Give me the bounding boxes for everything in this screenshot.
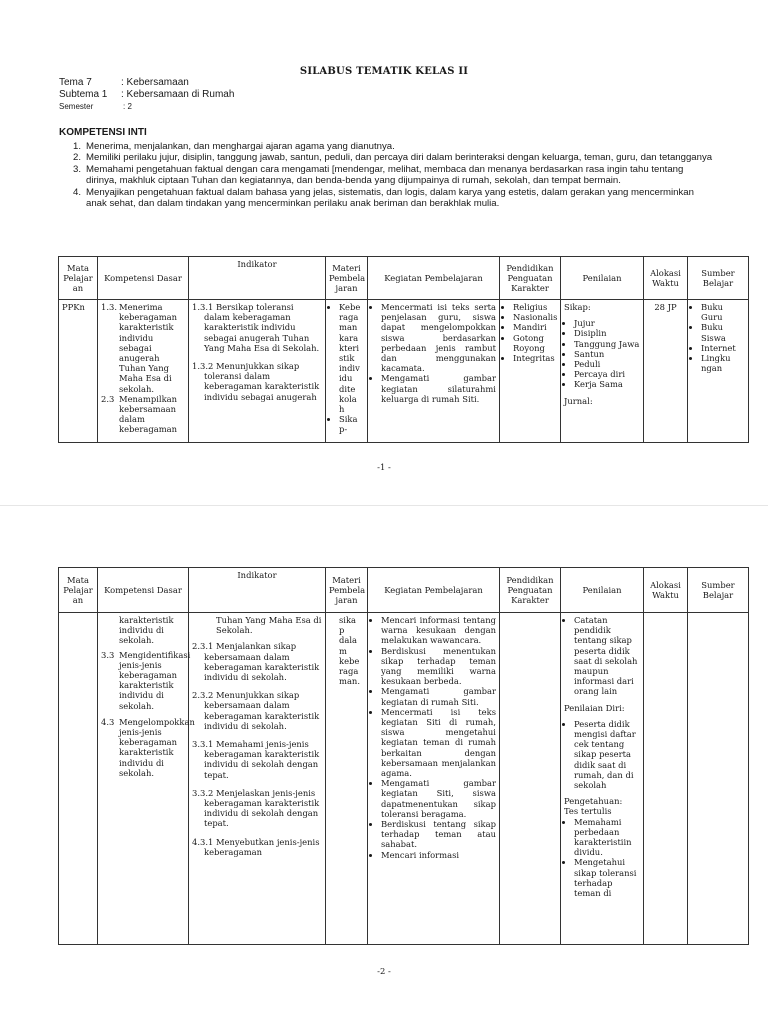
kd-text: Menerima keberagaman karakteristik individu sebagai anugerah Tuhan Yang Maha Esa di sekolah. xyxy=(119,302,178,394)
col-header-kd: Kompetensi Dasar xyxy=(98,257,189,300)
indikator-item: 2.3.1 Menjalankan sikap kebersamaan dalam keberagaman karakteristik individu di sekolah. xyxy=(192,641,320,683)
list-item: • Peserta didik mengisi daftar cek tentang sikap peserta didik saat di rumah, dan di sekolah xyxy=(574,719,640,790)
list-item: • Mengetahui sikap toleransi terhadap teman di xyxy=(574,857,640,898)
col-header-materi: Materi Pembela jaran xyxy=(326,568,368,613)
penilaian-list xyxy=(564,615,640,697)
kd-item xyxy=(101,302,185,394)
kd-item xyxy=(101,716,195,778)
ki-text: Menerima, menjalankan, dan menghargai ajaran agama yang dianutnya. xyxy=(86,141,395,152)
col-header-penilaian: Penilaian xyxy=(561,257,644,300)
list-item: • Kerja Sama xyxy=(574,379,640,389)
ki-item xyxy=(73,164,713,187)
cell-alokasi xyxy=(644,300,688,443)
kd-item xyxy=(101,649,191,711)
list-item: • Mengamati gambar kegiatan Siti, siswa dapatmenentukan sikap toleransi beragama. xyxy=(381,778,496,819)
page-number: -1 - xyxy=(377,462,391,472)
meta-value: : 2 xyxy=(123,102,132,111)
cell-ppk xyxy=(500,300,561,443)
list-item: • Religius xyxy=(513,302,557,312)
penilaian-diri-label: Penilaian Diri: xyxy=(564,702,625,713)
indikator-item: 3.3.1 Memahami jenis-jenis keberagaman karakteristik individu di sekolah dengan tepat. xyxy=(192,739,320,780)
list-item: • Buku Siswa xyxy=(701,322,745,342)
cell-mapel xyxy=(59,300,98,443)
ki-num: 3. xyxy=(73,163,82,175)
ki-item xyxy=(73,141,713,152)
col-header-alokasi: Alokasi Waktu xyxy=(644,568,688,613)
list-item: • Santun xyxy=(574,349,640,359)
list-item: • Nasionalis xyxy=(513,312,557,322)
mapel-text: PPKn xyxy=(62,302,85,312)
meta-key: Subtema 1 xyxy=(59,89,108,100)
document-meta xyxy=(59,77,234,113)
indikator-continued: Tuhan Yang Maha Esa di Sekolah. xyxy=(216,615,322,636)
meta-row-semester xyxy=(59,101,234,113)
materi-continued: sika p dala m kebe raga man. xyxy=(339,615,360,687)
penilaian-label: Sikap: xyxy=(564,302,591,312)
indikator-item: 3.3.2 Menjelaskan jenis-jenis keberagaman karakteristik individu di sekolah dengan tepat. xyxy=(192,787,320,829)
kd-continued: karakteristik individu di sekolah. xyxy=(119,615,174,646)
ki-num: 2. xyxy=(73,152,82,164)
ki-item xyxy=(73,187,713,210)
syllabus-table-page-1 xyxy=(58,256,749,443)
col-header-penilaian: Penilaian xyxy=(561,568,644,613)
list-item: • Disiplin xyxy=(574,328,640,338)
list-item: • Mencari informasi tentang warna kesukaan dengan melakukan wawancara. xyxy=(381,615,496,646)
cell-indikator xyxy=(189,613,326,945)
meta-value: : Kebersamaan di Rumah xyxy=(121,89,235,100)
kompetensi-inti-list xyxy=(73,141,713,209)
penilaian-diri-list xyxy=(564,719,640,790)
list-item: • Jujur xyxy=(574,318,640,328)
list-item: • Percaya diri xyxy=(574,369,640,379)
ki-num: 1. xyxy=(73,141,82,152)
col-header-alokasi: Alokasi Waktu xyxy=(644,257,688,300)
kegiatan-list xyxy=(371,302,496,404)
list-item: • Mencari informasi xyxy=(381,850,496,860)
ki-item xyxy=(73,152,713,163)
indikator-item: 1.3.1 Bersikap toleransi dalam keberagaman karakteristik individu sebagai anugerah Tuhan Yang Maha Esa di Sekolah. xyxy=(192,302,320,353)
col-header-kegiatan: Kegiatan Pembelajaran xyxy=(368,257,500,300)
list-item: • Buku Guru xyxy=(701,302,745,322)
col-header-sumber: Sumber Belajar xyxy=(688,568,749,613)
cell-sumber xyxy=(688,300,749,443)
jurnal-label: Jurnal: xyxy=(564,395,593,406)
col-header-ppk: Pendidikan Penguatan Karakter xyxy=(500,568,561,613)
sumber-list xyxy=(691,302,745,373)
kd-num: 3.3 xyxy=(101,649,115,660)
table-header-row xyxy=(59,257,749,300)
cell-kegiatan xyxy=(368,300,500,443)
col-header-ppk: Pendidikan Penguatan Karakter xyxy=(500,257,561,300)
cell-indikator xyxy=(189,300,326,443)
col-header-mapel: Mata Pelajar an xyxy=(59,257,98,300)
meta-key: Semester xyxy=(59,102,94,111)
cell-materi xyxy=(326,300,368,443)
col-header-mapel: Mata Pelajar an xyxy=(59,568,98,613)
cell-sumber xyxy=(688,613,749,945)
indikator-item: 4.3.1 Menyebutkan jenis-jenis keberagaman xyxy=(192,836,320,857)
ki-text: Menyajikan pengetahuan faktual dalam bahasa yang jelas, sistematis, dan logis, dalam karya yang estetis, dalam gerakan yang mencerminkan anak sehat, dan dalam tindakan yang mencerminkan perilaku anak beriman dan berakhlak mulia. xyxy=(86,186,694,210)
list-item: • Catatan pendidik tentang sikap peserta didik saat di sekolah maupun informasi dari orang lain xyxy=(574,615,640,697)
col-header-kegiatan: Kegiatan Pembelajaran xyxy=(368,568,500,613)
col-header-kd: Kompetensi Dasar xyxy=(98,568,189,613)
cell-kegiatan xyxy=(368,613,500,945)
kd-text: Mengidentifikasi jenis-jenis keberagaman karakteristik individu di sekolah. xyxy=(119,649,191,711)
cell-penilaian xyxy=(561,613,644,945)
cell-materi xyxy=(326,613,368,945)
list-item: • Berdiskusi tentang sikap terhadap teman atau sahabat. xyxy=(381,819,496,850)
list-item: • Peduli xyxy=(574,359,640,369)
cell-penilaian xyxy=(561,300,644,443)
indikator-item: 2.3.2 Menunjukkan sikap kebersamaan dalam keberagaman karakteristik individu di sekolah. xyxy=(192,690,320,731)
kd-text: Mengelompokkan jenis-jenis keberagaman karakteristik individu di sekolah. xyxy=(119,716,195,778)
list-item: • Gotong Royong xyxy=(513,333,557,353)
alokasi-text: 28 JP xyxy=(654,302,677,312)
list-item: • Mandiri xyxy=(513,322,557,332)
cell-mapel xyxy=(59,613,98,945)
list-item: • Tanggung Jawa xyxy=(574,339,640,349)
list-item: • Lingku ngan xyxy=(701,353,745,373)
ppk-list xyxy=(503,302,557,363)
kd-text: Menampilkan kebersamaan dalam keberagaman xyxy=(119,393,178,435)
document-title: SILABUS TEMATIK KELAS II xyxy=(299,66,469,77)
page-number: -2 - xyxy=(377,966,391,976)
list-item: • Mencermati isi teks kegiatan Siti di rumah, siswa mengetahui kegiatan teman di rumah berkaitan dengan kebersamaan menjalankan agama. xyxy=(381,707,496,778)
cell-kd xyxy=(98,300,189,443)
list-item: • Memahami perbedaan karakteristiin dividu. xyxy=(574,817,640,858)
meta-value: : Kebersamaan xyxy=(121,77,189,88)
kd-item xyxy=(101,394,185,435)
cell-alokasi xyxy=(644,613,688,945)
cell-kd xyxy=(98,613,195,945)
materi-list xyxy=(329,302,364,435)
penilaian-list xyxy=(564,318,640,389)
tes-label: Tes tertulis xyxy=(564,806,612,817)
ki-num: 4. xyxy=(73,186,82,198)
table-row xyxy=(59,300,749,443)
kd-num: 2.3 xyxy=(101,393,115,404)
list-item: • Internet xyxy=(701,343,745,353)
list-item: • Mengamati gambar kegiatan di rumah Siti. xyxy=(381,686,496,706)
kegiatan-list xyxy=(371,615,496,860)
pengetahuan-list xyxy=(564,817,640,899)
meta-row-tema xyxy=(59,77,234,89)
list-item: • Berdiskusi menentukan sikap terhadap teman yang memiliki warna kesukaan berbeda. xyxy=(381,646,496,687)
col-header-sumber: Sumber Belajar xyxy=(688,257,749,300)
ki-text: Memahami pengetahuan faktual dengan cara mengamati [mendengar, melihat, membaca dan menanya berdasarkan rasa ingin tahu tentang dirinya, makhluk ciptaan Tuhan dan kegiatannya, dan benda-benda yang dijumpainya di rumah, sekolah, dan tempat bermain. xyxy=(86,163,684,187)
syllabus-table-page-2 xyxy=(58,567,749,945)
ki-text: Memiliki perilaku jujur, disiplin, tanggung jawab, santun, peduli, dan percaya diri dalam berinteraksi dengan keluarga, teman, guru, dan tetangganya xyxy=(86,152,713,164)
list-item: • Integritas xyxy=(513,353,557,363)
page-1 xyxy=(0,0,768,505)
col-header-indikator: Indikator xyxy=(189,257,326,300)
table-header-row xyxy=(59,568,749,613)
list-item: • Mencermati isi teks serta penjelasan guru, siswa dapat mengelompokkan siswa berdasarkan perbedaan jenis rambut dan menggunakan kacamata. xyxy=(381,302,496,373)
table-row xyxy=(59,613,749,945)
kompetensi-inti-heading: KOMPETENSI INTI xyxy=(59,127,147,138)
col-header-indikator: Indikator xyxy=(189,568,326,613)
list-item: • Sika p- xyxy=(339,414,364,434)
pengetahuan-label: Pengetahuan: xyxy=(564,796,623,807)
kd-num: 1.3. xyxy=(101,302,117,312)
cell-ppk xyxy=(500,613,561,945)
list-item: • Mengamati gambar kegiatan silaturahmi keluarga di rumah Siti. xyxy=(381,373,496,404)
meta-row-subtema xyxy=(59,89,234,101)
meta-key: Tema 7 xyxy=(59,77,92,88)
indikator-item: 1.3.2 Menunjukkan sikap toleransi dalam keberagaman karakteristik individu sebagai anugerah xyxy=(192,361,320,402)
col-header-materi: Materi Pembela jaran xyxy=(326,257,368,300)
kd-num: 4.3 xyxy=(101,716,115,727)
list-item: • Kebe raga man kara kteri stik indiv idu dite kola h xyxy=(339,302,364,414)
